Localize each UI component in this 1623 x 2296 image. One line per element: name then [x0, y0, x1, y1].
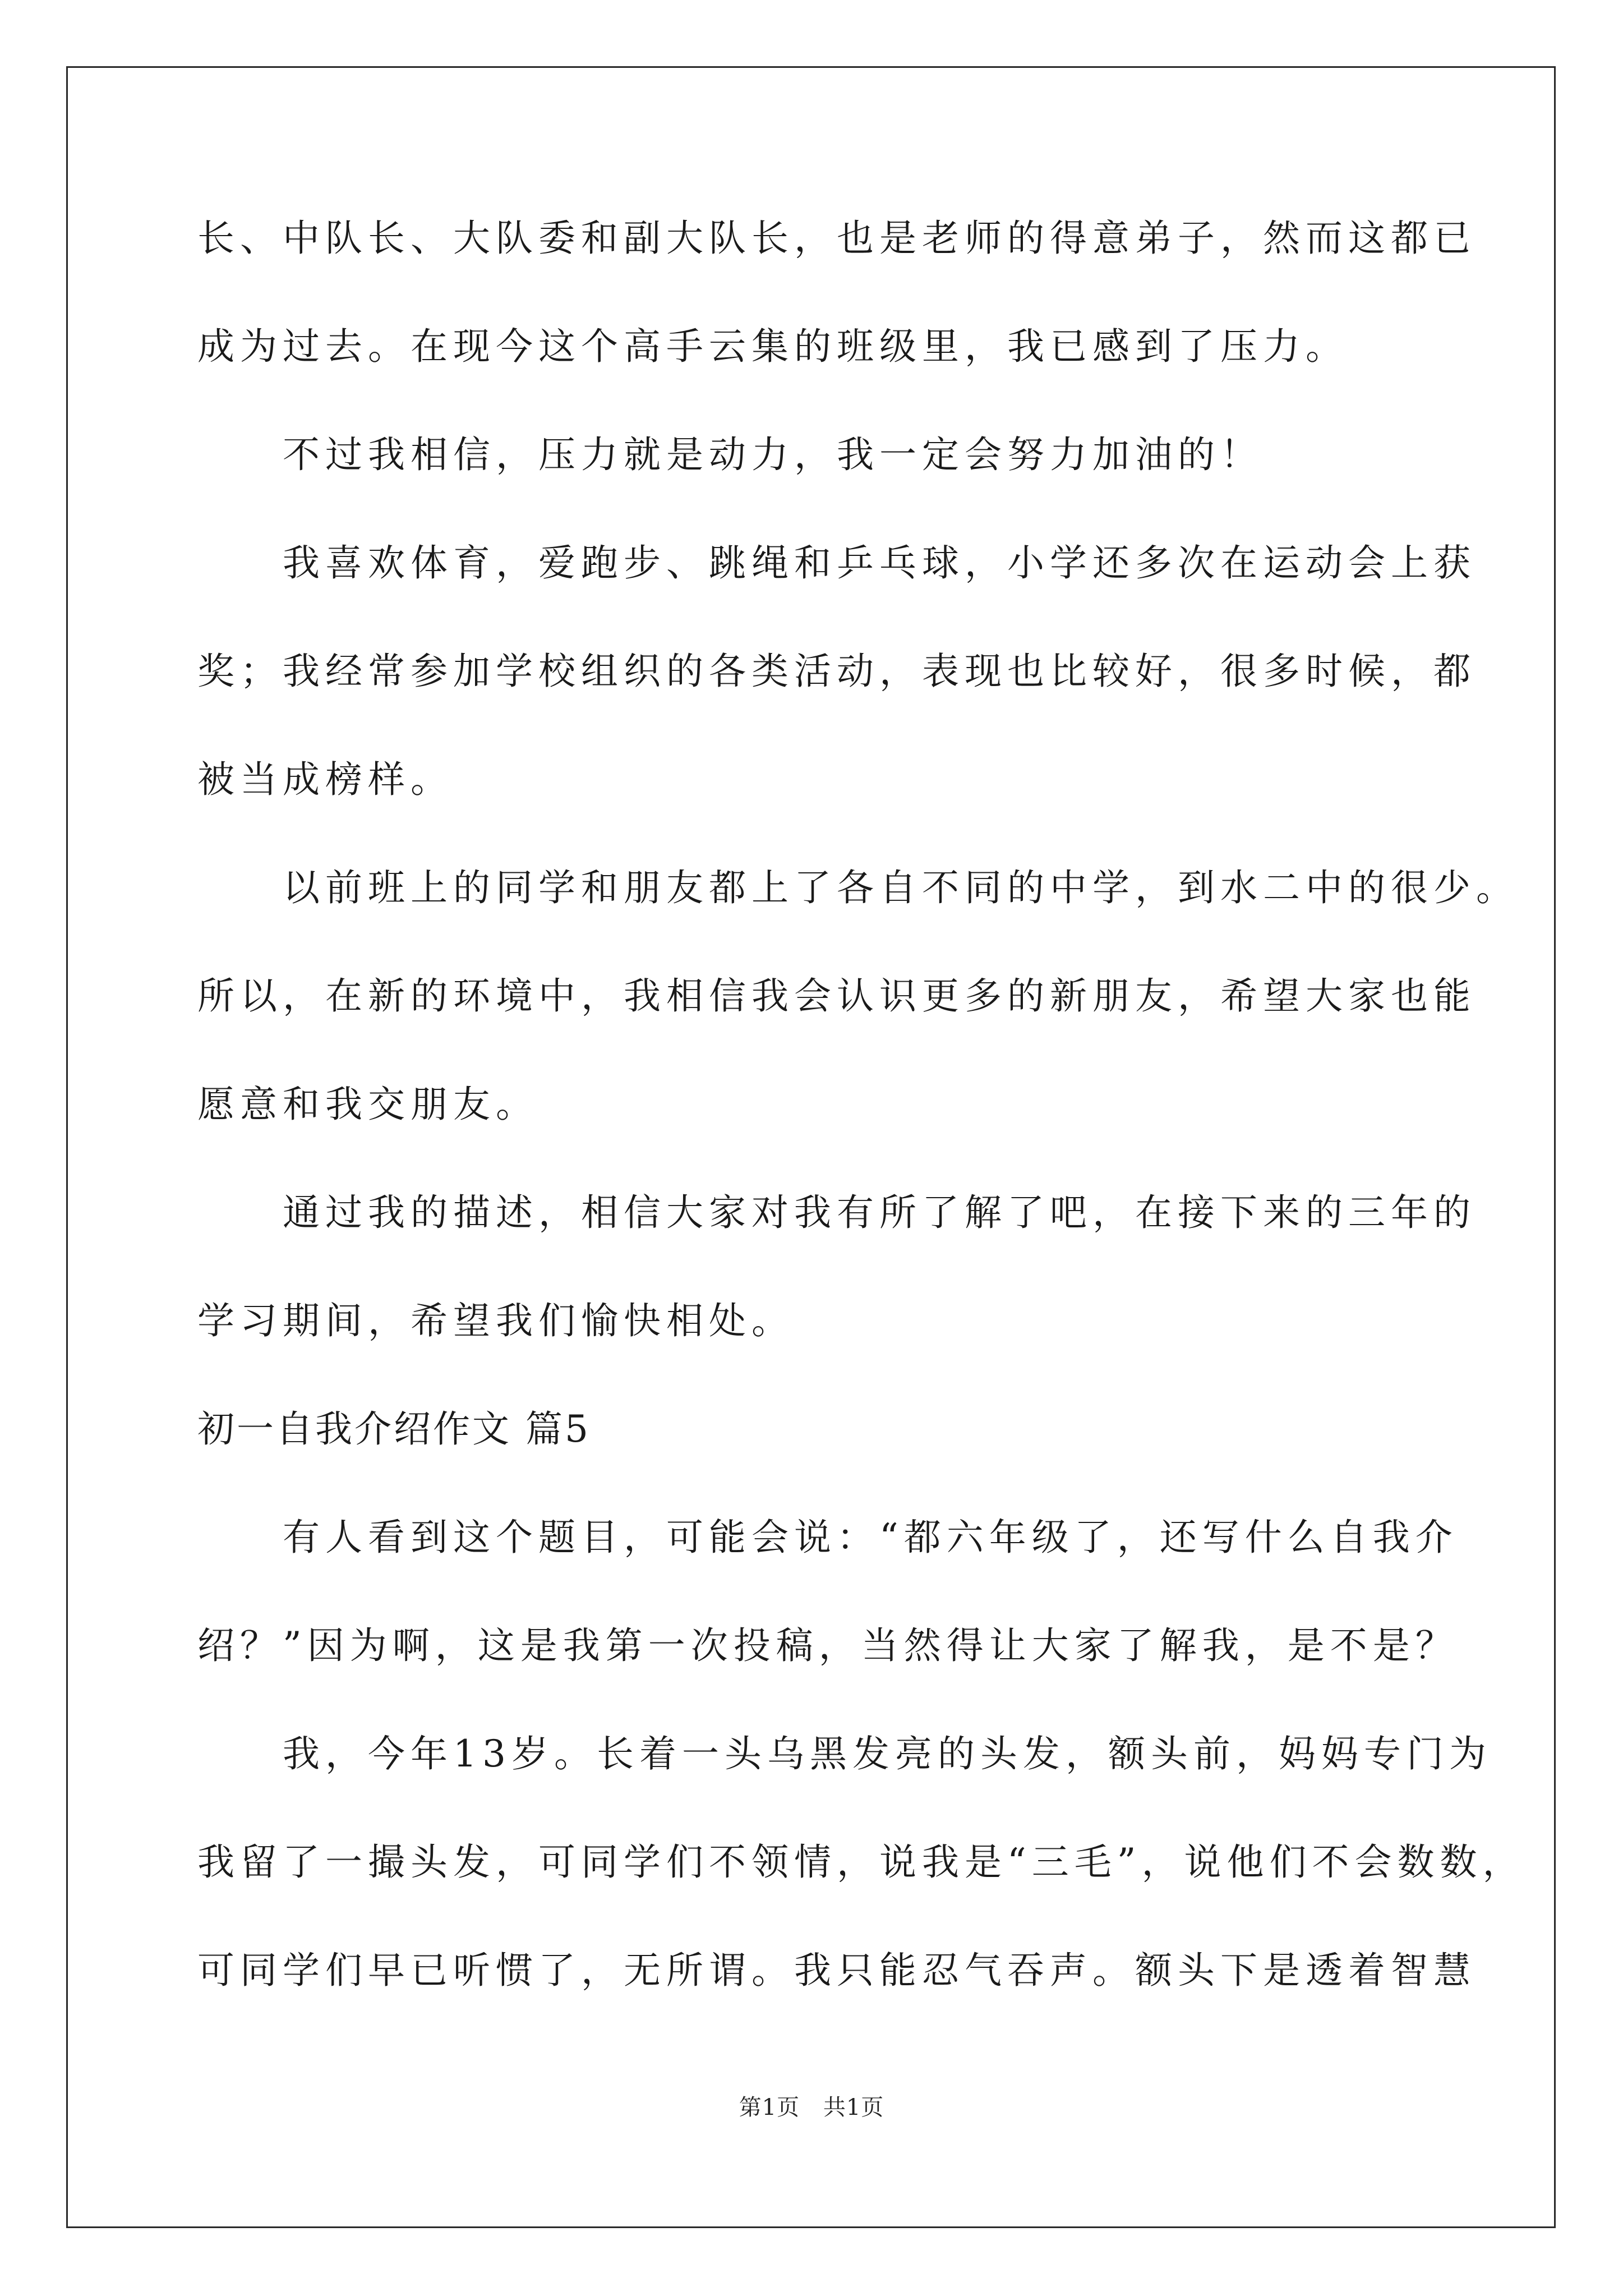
paragraph-line: 有人看到这个题目，可能会说：“都六年级了，还写什么自我介: [197, 1516, 1458, 1559]
paragraph-line: 以前班上的同学和朋友都上了各自不同的中学，到水二中的很少。: [197, 866, 1519, 909]
paragraph-line: 所以，在新的环境中，我相信我会认识更多的新朋友，希望大家也能: [197, 974, 1476, 1018]
paragraph-line: 被当成榜样。: [197, 758, 453, 801]
paragraph-line: 不过我相信，压力就是动力，我一定会努力加油的！: [197, 433, 1263, 476]
paragraph-line: 我喜欢体育，爱跑步、跳绳和乒乓球，小学还多次在运动会上获: [197, 541, 1476, 585]
paragraph-line: 我，今年13岁。长着一头乌黑发亮的头发，额头前，妈妈专门为: [197, 1732, 1492, 1775]
document-body: [197, 205, 1525, 2045]
paragraph-line: 绍？”因为啊，这是我第一次投稿，当然得让大家了解我，是不是？: [197, 1624, 1458, 1667]
paragraph-line: 可同学们早已听惯了，无所谓。我只能忍气吞声。额头下是透着智慧: [197, 1949, 1476, 1992]
page-total: 共1页: [823, 2095, 884, 2120]
paragraph-line: 长、中队长、大队委和副大队长，也是老师的得意弟子，然而这都已: [197, 217, 1476, 260]
paragraph-line: 奖；我经常参加学校组织的各类活动，表现也比较好，很多时候，都: [197, 650, 1476, 693]
page-footer: [0, 2090, 1623, 2122]
paragraph-line: 愿意和我交朋友。: [197, 1083, 538, 1126]
paragraph-line: 通过我的描述，相信大家对我有所了解了吧，在接下来的三年的: [197, 1191, 1476, 1234]
page-number: 第1页: [739, 2095, 800, 2120]
paragraph-line: 成为过去。在现今这个高手云集的班级里，我已感到了压力。: [197, 325, 1348, 368]
section-heading: 初一自我介绍作文 篇5: [197, 1407, 591, 1451]
paragraph-line: 我留了一撮头发，可同学们不领情，说我是“三毛”，说他们不会数数，: [197, 1841, 1525, 1884]
paragraph-line: 学习期间，希望我们愉快相处。: [197, 1299, 794, 1342]
